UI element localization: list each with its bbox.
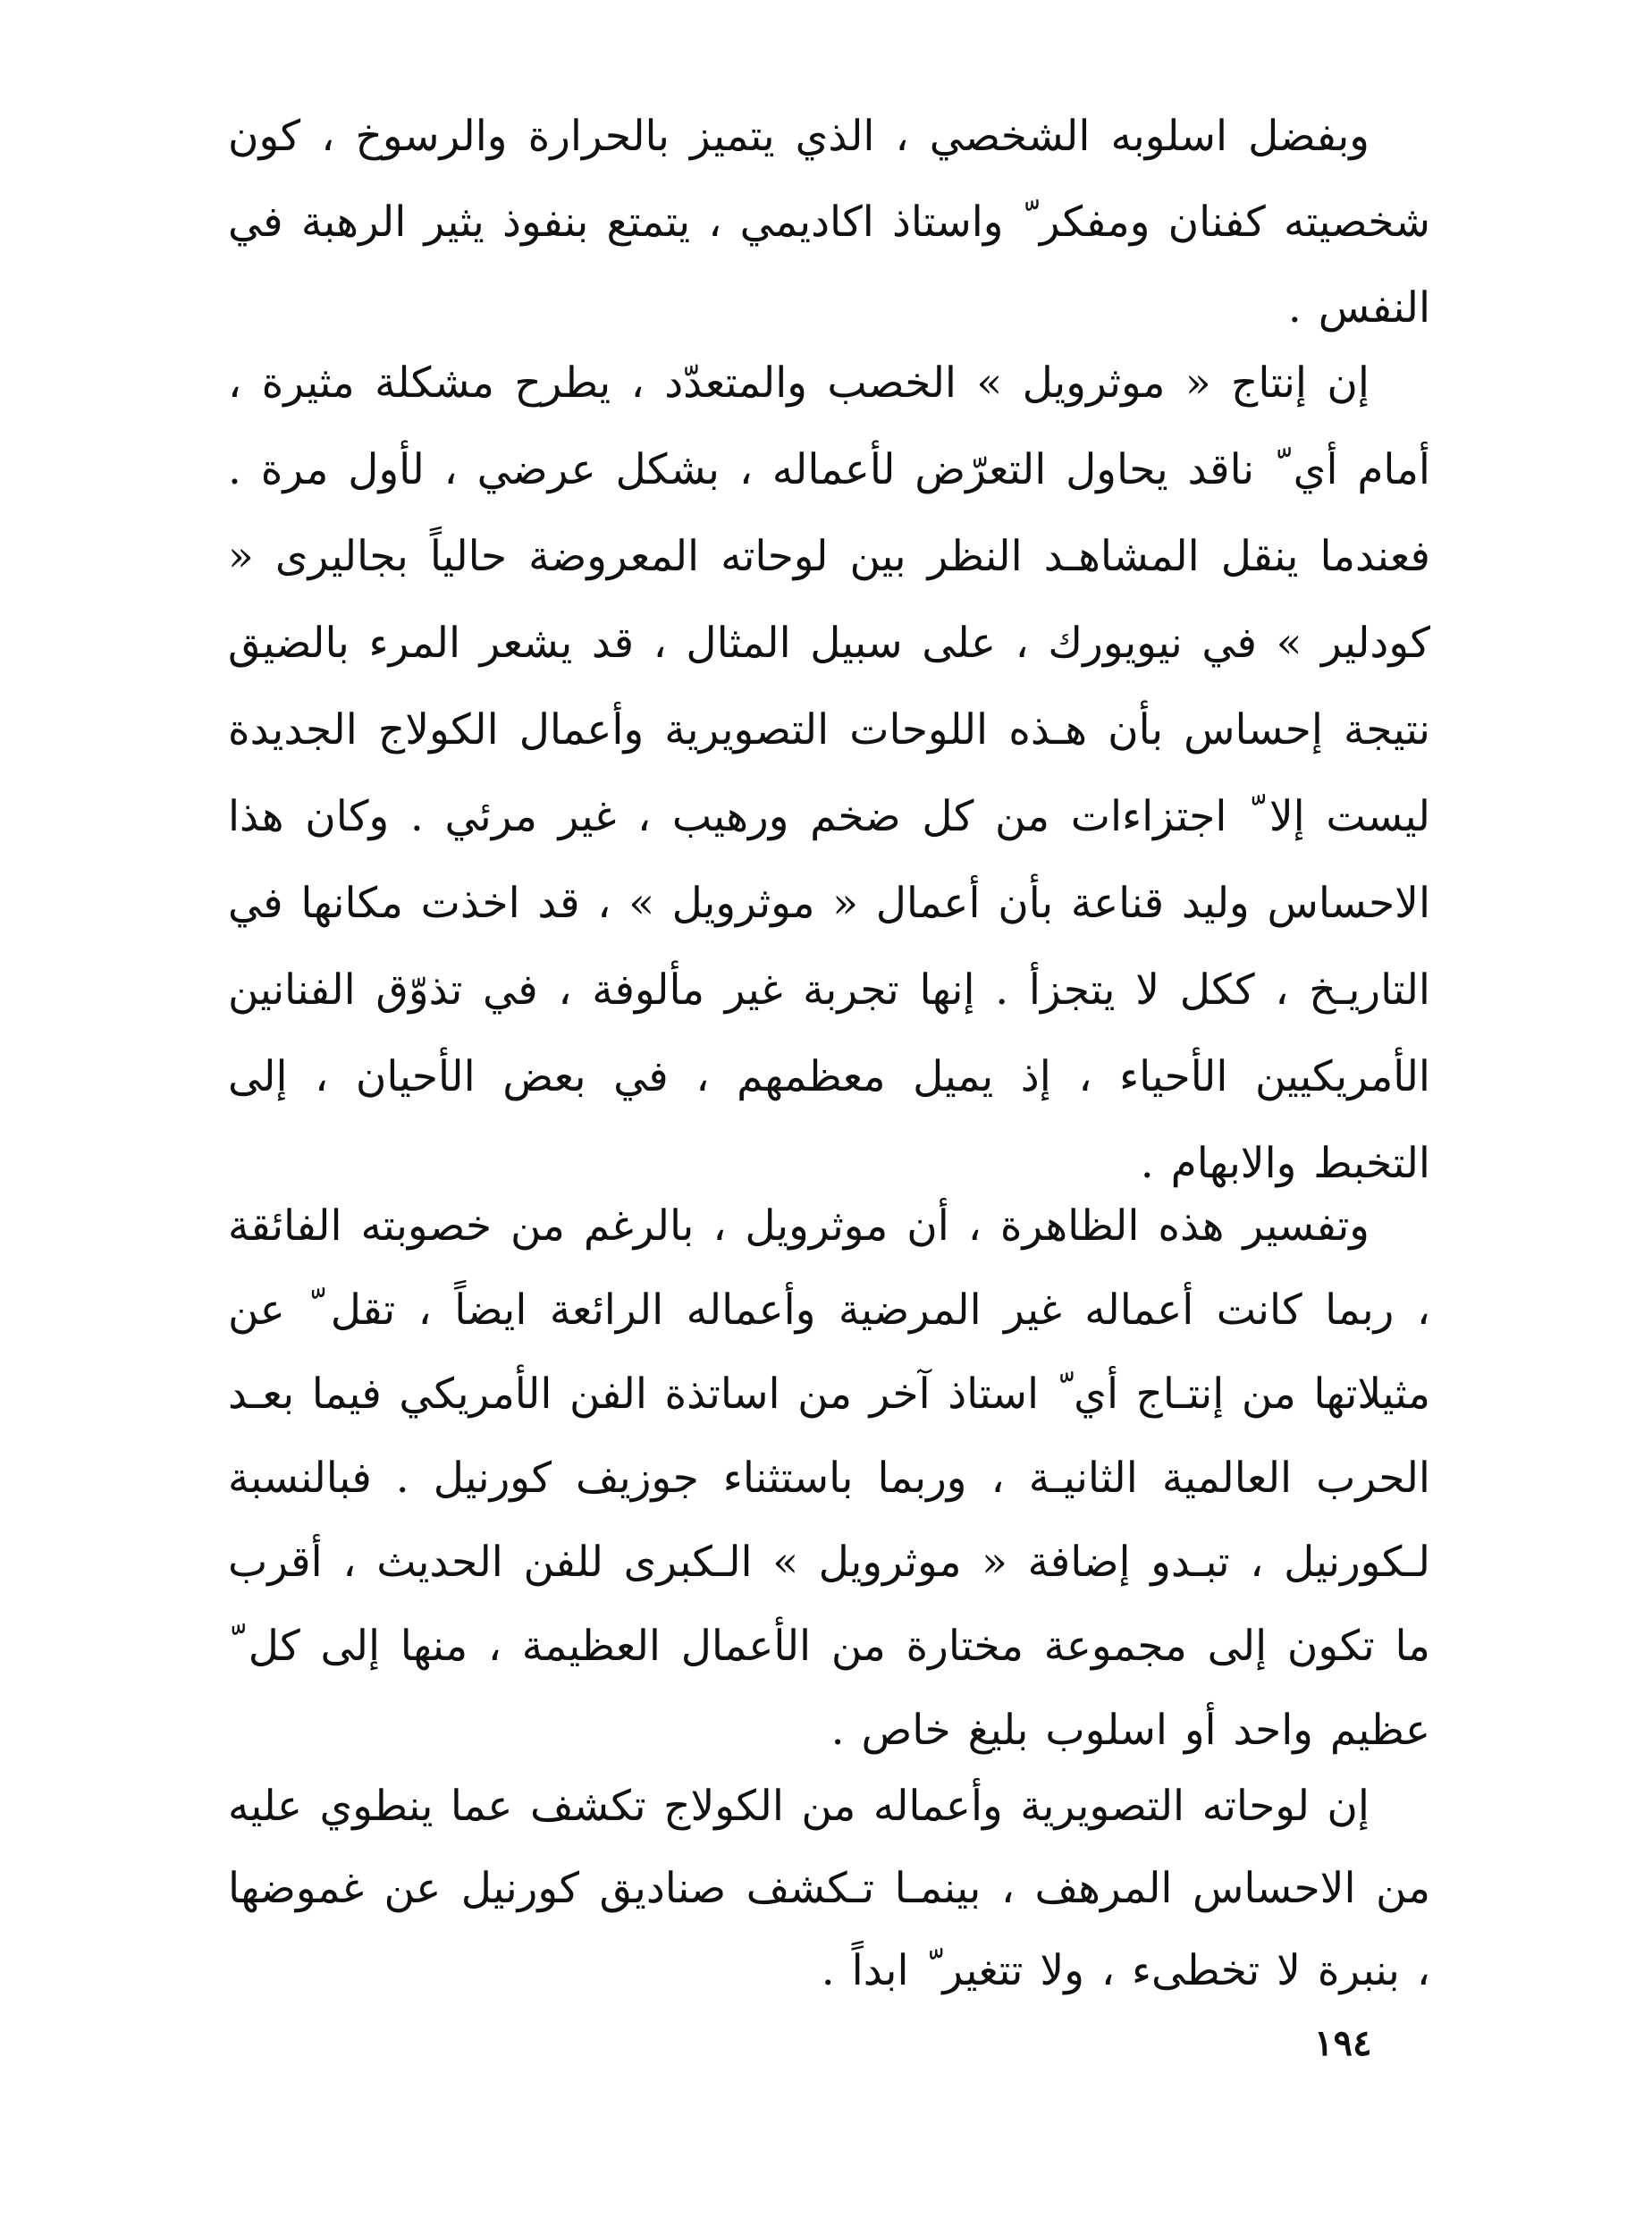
paragraph-3: وتفسير هذه الظاهرة ، أن موثرويل ، بالرغم من خصوبته الفائقة ، ربما كانت أعماله غير المرضية وأعماله الرائعة ايضاً ، تقل ّ عن مثيلاتها من إنتـاج أي ّ استاذ آخر من اساتذة الفن الأمريكي فيما بعـد الحرب العالمية الثانيـة ، وربما باستثناء جوزيف كورنيل . فبالنسبة لـكورنيل ، تبـدو إضافة « موثرويل » الـكبرى للفن الحديث ، أقرب ما تكون إلى مجموعة مختارة من الأعمال العظيمة ، منها إلى كل ّ عظيم واحد أو اسلوب بليغ خاص . xyxy=(228,1201,1430,1755)
document-page xyxy=(228,94,1430,2150)
paragraph-1: وبفضل اسلوبه الشخصي ، الذي يتميز بالحرارة والرسوخ ، كون شخصيته كفنان ومفكر ّ واستاذ اكاديمي ، يتمتع بنفوذ يثير الرهبة في النفس . xyxy=(228,112,1430,333)
page-number: ١٩٤ xyxy=(1314,2022,1372,2064)
paragraph-2: إن إنتاج « موثرويل » الخصب والمتعدّد ، يطرح مشكلة مثيرة ، أمام أي ّ ناقد يحاول التعرّض لأعماله ، بشكل عرضي ، لأول مرة . فعندما ينقل المشاهـد النظر بين لوحاته المعروضة حالياً بجاليرى « كودلير » في نيويورك ، على سبيل المثال ، قد يشعر المرء بالضيق نتيجة إحساس بأن هـذه اللوحات التصويرية وأعمال الكولاج الجديدة ليست إلا ّ اجتزاءات من كل ضخم ورهيب ، غير مرئي . وكان هذا الاحساس وليد قناعة بأن أعمال « موثرويل » ، قد اخذت مكانها في التاريـخ ، ككل لا يتجزأ . إنها تجربة غير مألوفة ، في تذوّق الفنانين الأمريكيين الأحياء ، إذ يميل معظمهم ، في بعض الأحيان ، إلى التخبط والابهام . xyxy=(228,358,1430,1188)
paragraph-4: إن لوحاته التصويرية وأعماله من الكولاج تكشف عما ينطوي عليه من الاحساس المرهف ، بينمـا تـكشف صناديق كورنيل عن غموضها ، بنبرة لا تخطىء ، ولا تتغير ّ ابداً . xyxy=(228,1782,1430,1995)
